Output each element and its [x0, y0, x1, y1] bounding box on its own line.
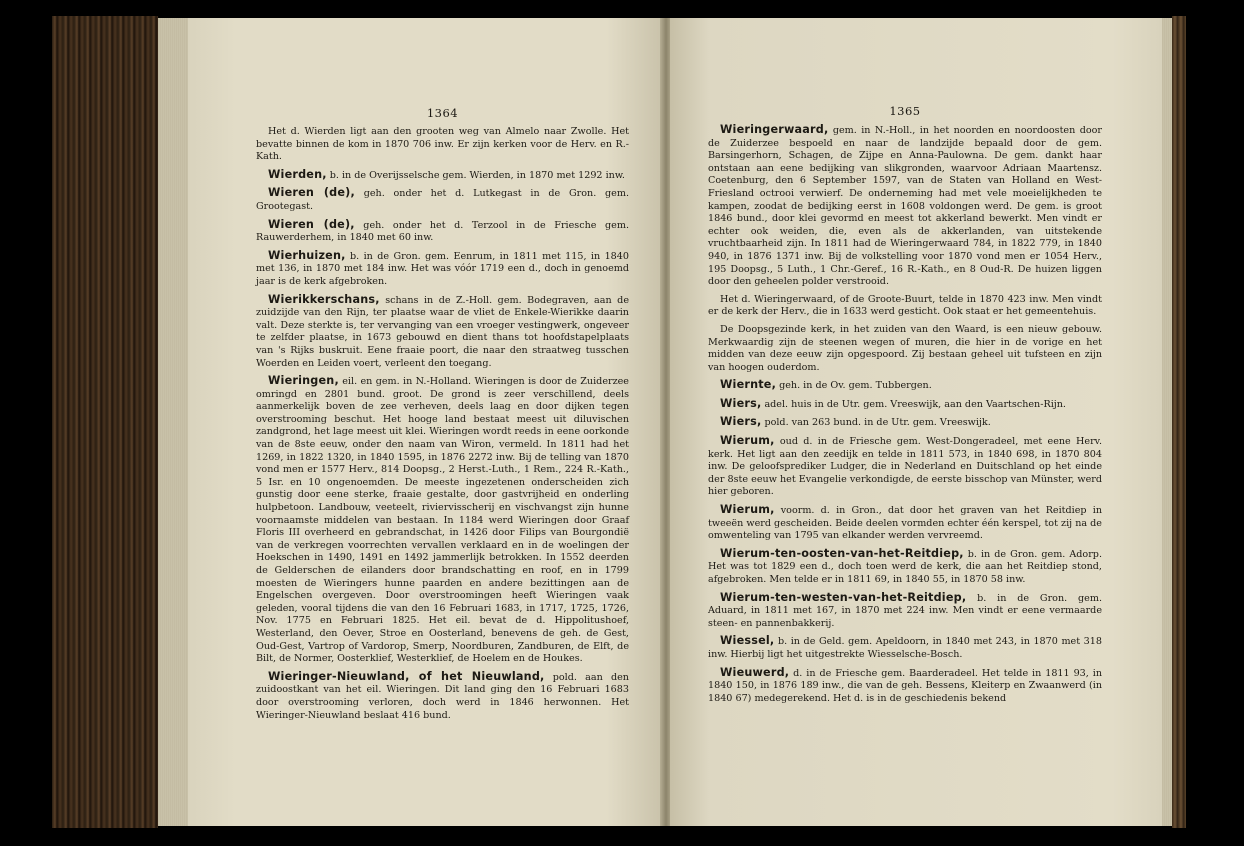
dictionary-entry	[708, 379, 1102, 393]
dictionary-entry	[708, 294, 1102, 319]
dictionary-entry	[708, 635, 1102, 661]
entry-headword: Wierden,	[268, 167, 327, 181]
dictionary-entry	[256, 375, 629, 666]
book-spine-left	[52, 16, 158, 828]
entry-headword: Wiessel,	[720, 634, 775, 648]
dictionary-entry	[256, 219, 629, 245]
entry-text: b. in de Gron. gem. Aduard, in 1811 met 167, in 1870 met 224 inw. Men vindt er eene vermaarde steen- en pannenbakkerij.	[708, 592, 1102, 629]
left-page	[188, 18, 663, 826]
left-page-entries	[256, 126, 629, 722]
dictionary-entry	[708, 324, 1102, 374]
dictionary-entry	[256, 671, 629, 722]
entry-text: d. in de Friesche gem. Baarderadeel. Het telde in 1811 93, in 1840 150, in 1876 189 inw., die van de geh. Bessens, Kleiterp en Zwaanwerd (in 1840 67) medegerekend. Het d. is in de geschiedenis bekend	[708, 667, 1102, 704]
entry-headword: Wiers,	[720, 396, 762, 410]
entry-text: gem. in N.-Holl., in het noorden en noordoosten door de Zuiderzee bespoeld en naar de landzijde bepaald door de gem. Barsingerhorn, Schagen, de Zijpe en Anna-Paulowna. De gem. dankt haar ontstaan aan eene bedijking van slikgronden, waarvoor Adriaan Maartensz. Coetenburg, den 6 September 1597, van de Staten van Holland en West-Friesland octrooi verwierf. De onderneming had met vele moeielijkheden te kampen, zoodat de bedijking eerst in 1608 voldongen werd. De gem. is groot 1846 bund., door klei gevormd en meest tot akkerland bewerkt. Men vindt er echter ook weiden, die, even als de akkerlanden, van uitstekende vruchtbaarheid zijn. In 1811 had de Wieringerwaard 784, in 1822 779, in 1840 940, in 1876 1371 inw. Bij de volkstelling voor 1870 vond men er 1054 Herv., 195 Doopsg., 5 Luth., 1 Chr.-Geref., 16 R.-Kath., en 8 Oud-R. De huizen liggen door den geheelen polder verstrooid.	[708, 125, 1102, 288]
entry-headword: Wieringen,	[268, 374, 339, 388]
entry-text: b. in de Overijsselsche gem. Wierden, in 1870 met 1292 inw.	[326, 169, 625, 181]
dictionary-entry	[708, 435, 1102, 499]
entry-text: pold. van 263 bund. in de Utr. gem. Vreeswijk.	[761, 417, 991, 429]
entry-headword: Wierum,	[720, 503, 775, 517]
page-number-left: 1364	[426, 106, 459, 120]
entry-text: pold. aan den zuidoostkant van het eil. Wieringen. Dit land ging den 16 Februari 1683 door overstrooming verloren, doch werd in 1846 herwonnen. Het Wieringer-Nieuwland beslaat 416 bund.	[256, 671, 629, 721]
entry-headword: Wiernte,	[720, 378, 777, 392]
entry-headword: Wierhuizen,	[268, 248, 346, 262]
entry-text: geh. in de Ov. gem. Tubbergen.	[776, 380, 932, 392]
entry-text: b. in de Geld. gem. Apeldoorn, in 1840 met 243, in 1870 met 318 inw. Hierbij ligt het uitgestrekte Wiesselsche-Bosch.	[708, 636, 1102, 660]
dictionary-entry	[708, 667, 1102, 706]
entry-headword: Wieren (de),	[268, 186, 355, 200]
entry-text: voorm. d. in Gron., dat door het graven van het Reitdiep in tweeën werd gescheiden. Beide deelen vormden echter één kerspel, tot zij na de omwenteling van 1795 van elkander werden vervreemd.	[708, 505, 1102, 542]
book-spine-right	[1172, 16, 1186, 828]
entry-text: oud d. in de Friesche gem. West-Dongeradeel, met eene Herv. kerk. Het ligt aan den zeedijk en telde in 1811 573, in 1840 698, in 1870 804 inw. De geloofsprediker Ludger, die in Nederland en Duitschland op het einde der 8ste eeuw het Evangelie verkondigde, de eerste bisschop van Münster, werd hier geboren.	[708, 436, 1102, 498]
entry-headword: Wierum-ten-oosten-van-het-Reitdiep,	[720, 546, 964, 560]
dictionary-entry	[256, 169, 629, 183]
entry-text: Het d. Wieringerwaard, of de Groote-Buurt, telde in 1870 423 inw. Men vindt er de kerk der Herv., die in 1633 werd gesticht. Ook staat er het gemeentehuis.	[708, 293, 1102, 318]
page-number-right: 1365	[889, 104, 921, 118]
entry-text: b. in de Gron. gem. Adorp. Het was tot 1829 een d., doch toen werd de kerk, die aan het Reitdiep stond, afgebroken. Men telde er in 1811 69, in 1840 55, in 1870 58 inw.	[708, 548, 1102, 585]
entry-headword: Wiers,	[720, 415, 762, 429]
page-edges-right	[1162, 18, 1172, 826]
entry-headword: Wieren (de),	[268, 217, 355, 231]
entry-headword: Wierikkerschans,	[268, 292, 380, 306]
dictionary-entry	[256, 250, 629, 289]
dictionary-entry	[708, 592, 1102, 631]
dictionary-entry	[708, 124, 1102, 289]
entry-text: geh. onder het d. Lutkegast in de Gron. gem. Grootegast.	[256, 188, 629, 212]
page-edges-left	[158, 18, 188, 826]
entry-headword: Wieringerwaard,	[720, 123, 829, 136]
right-page	[670, 18, 1162, 826]
right-page-entries	[708, 124, 1102, 705]
entry-headword: Wierum,	[720, 434, 775, 448]
entry-text: adel. huis in de Utr. gem. Vreeswijk, aan den Vaartschen-Rijn.	[761, 398, 1066, 410]
dictionary-entry	[256, 294, 629, 371]
entry-headword: Wieringer-Nieuwland, of het Nieuwland,	[268, 669, 545, 683]
dictionary-entry	[256, 187, 629, 213]
dictionary-entry	[708, 416, 1102, 430]
entry-text: De Doopsgezinde kerk, in het zuiden van den Waard, is een nieuw gebouw. Merkwaardig zijn de steenen wegen of muren, die hier in de vorige en het midden van deze eeuw zijn opgespoord. Zij bestaan geheel uit tufsteen en zijn van hoogen ouderdom.	[708, 323, 1102, 373]
entry-headword: Wierum-ten-westen-van-het-Reitdiep,	[720, 590, 967, 604]
dictionary-entry	[708, 504, 1102, 543]
dictionary-entry	[708, 548, 1102, 587]
entry-text: schans in de Z.-Holl. gem. Bodegraven, aan de zuidzijde van den Rijn, ter plaatse waar de vliet de Enkele-Wierikke daarin valt. Deze sterkte is, ter vervanging van een vroeger vestingwerk, ongeveer te zelfder plaatse, in 1673 gebouwd en dient thans tot hoofdstapelplaats van 's Rijks buskruit. Eene fraaie poort, die naar den straatweg tusschen Woerden en Leiden voert, verleent den toegang.	[256, 294, 629, 369]
entry-text: Het d. Wierden ligt aan den grooten weg van Almelo naar Zwolle. Het bevatte binnen de kom in 1870 706 inw. Er zijn kerken voor de Herv. en R.-Kath.	[256, 126, 629, 163]
entry-text: b. in de Gron. gem. Eenrum, in 1811 met 115, in 1840 met 136, in 1870 met 184 inw. Het was vóór 1719 een d., doch in genoemd jaar is de kerk afgebroken.	[256, 250, 629, 287]
entry-text: geh. onder het d. Terzool in de Friesche gem. Rauwerderhem, in 1840 met 60 inw.	[256, 219, 629, 244]
dictionary-entry	[708, 398, 1102, 412]
entry-headword: Wieuwerd,	[720, 665, 790, 679]
entry-text: eil. en gem. in N.-Holland. Wieringen is door de Zuiderzee omringd en 2801 bund. groot. De grond is zeer verschillend, deels aanmerkelijk boven de zee verheven, deels laag en door dijken tegen overstrooming beschut. Het hooge land bestaat meest uit diluvischen zandgrond, het lage meest uit klei. Wieringen wordt reeds in eene oorkonde van de 8ste eeuw, onder den naam van Wiron, vermeld. In 1811 had het 1269, in 1822 1320, in 1840 1595, in 1876 2272 inw. Bij de telling van 1870 vond men er 1577 Herv., 814 Doopsg., 2 Herst.-Luth., 1 Rem., 224 R.-Kath., 5 Isr. en 10 ongenoemden. De meeste ingezetenen onderscheiden zich gunstig door eene sterke, fraaie gestalte, door gastvrijheid en onderling hulpbetoon. Landbouw, veeteelt, riviervisscherij en vischvangst zijn hunne voornaamste middelen van bestaan. In 1184 werd Wieringen door Graaf Floris III overheerd en gebrandschat, in 1426 door Filips van Bourgondië van de verkregen voorrechten vervallen verklaard en in de woelingen der Hoekschen in 1490, 1491 en 1492 jammerlijk betrokken. In 1552 deerden de Gelderschen de eilanders door brandschatting en roof, en in 1799 moesten de Wieringers hunne paarden en andere bezittingen aan de Engelschen overgeven. Door overstroomingen heeft Wieringen vaak geleden, vooral tijdens die van den 16 Februari 1683, in 1717, 1725, 1726, Nov. 1775 en Februari 1825. Het eil. bevat de d. Hippolitushoef, Westerland, den Oever, Stroe en Oosterland, benevens de geh. de Gest, Oud-Gest, Vartrop of Vardorop, Smerp, Noordburen, Zandburen, de Elft, de Bilt, de Normer, Oosterklief, Westerklief, de Hoelem en de Houkes.	[256, 376, 629, 665]
dictionary-entry	[256, 126, 629, 164]
